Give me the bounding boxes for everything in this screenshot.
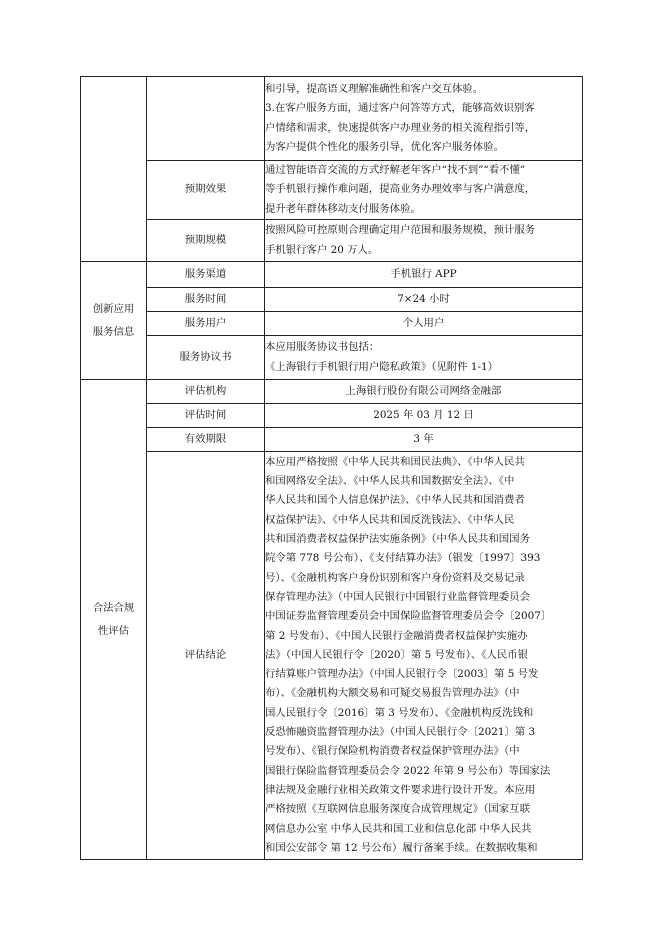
blank-label-cell bbox=[147, 77, 265, 161]
assessment-conclusion-row bbox=[81, 452, 583, 860]
service-agreement-label: 服务协议书 bbox=[147, 336, 265, 380]
text-line: 《上海银行手机银行用户隐私政策》（见附件 1-1） bbox=[265, 360, 499, 373]
blank-group-cell bbox=[81, 77, 147, 262]
expected-effect-value bbox=[265, 161, 583, 220]
text-line: 按照风险可控原则合理确定用户范围和服务规模，预计服务 bbox=[265, 224, 536, 237]
expected-effect-row bbox=[81, 161, 583, 220]
text-line: 反恐怖融资监督管理办法》（中国人民银行令〔2021〕第 3 bbox=[265, 726, 536, 739]
text-line: 法》（中国人民银行令〔2020〕第 5 号发布）、《人民币银 bbox=[265, 648, 529, 661]
text-line: 行结算账户管理办法》（中国人民银行令〔2003〕第 5 号发 bbox=[265, 668, 539, 681]
text-line: 共和国消费者权益保护法实施条例》（中华人民共和国国务 bbox=[265, 533, 530, 546]
text-line: 和引导，提高语义理解准确性和客户交互体验。 bbox=[265, 82, 484, 95]
expected-scale-label: 预期规模 bbox=[147, 220, 265, 262]
text-line: 提升老年群体移动支付服务体验。 bbox=[265, 202, 421, 215]
service-user-label: 服务用户 bbox=[147, 312, 265, 336]
text-line: 律法规及金融行业相关政策文件要求进行设计开发。本应用 bbox=[265, 783, 536, 796]
service-channel-label: 服务渠道 bbox=[147, 262, 265, 288]
continued-description bbox=[265, 77, 583, 161]
service-agreement-row bbox=[81, 336, 583, 380]
validity-row bbox=[81, 428, 583, 452]
assessment-date-value: 2025 年 03 月 12 日 bbox=[265, 404, 583, 428]
text-line: 院令第 778 号公布）、《支付结算办法》（银发〔1997〕393 bbox=[265, 552, 541, 565]
text-line: 户情绪和需求，快速提供客户办理业务的相关流程指引等， bbox=[265, 121, 536, 134]
expected-scale-row bbox=[81, 220, 583, 262]
service-time-label: 服务时间 bbox=[147, 288, 265, 312]
service-info-group-label bbox=[81, 262, 147, 380]
validity-label: 有效期限 bbox=[147, 428, 265, 452]
continued-row bbox=[81, 77, 583, 161]
expected-effect-label: 预期效果 bbox=[147, 161, 265, 220]
text-line: 第 2 号发布）、《中国人民银行金融消费者权益保护实施办 bbox=[265, 629, 528, 642]
text-line: 号）、《金融机构客户身份识别和客户身份资料及交易记录 bbox=[265, 571, 525, 584]
assessment-date-row bbox=[81, 404, 583, 428]
text-line: 号发布）、《银行保险机构消费者权益保护管理办法》（中 bbox=[265, 745, 520, 758]
text-line: 权益保护法》、《中华人民共和国反洗钱法》、《中华人民 bbox=[265, 513, 515, 526]
text-line: 手机银行客户 20 万人。 bbox=[265, 243, 379, 256]
service-agreement-value bbox=[265, 336, 583, 380]
service-time-value: 7×24 小时 bbox=[265, 288, 583, 312]
group-label-line: 服务信息 bbox=[92, 325, 135, 338]
assessment-org-label: 评估机构 bbox=[147, 380, 265, 404]
text-line: 严格按照《互联网信息服务深度合成管理规定》（国家互联 bbox=[265, 803, 530, 816]
text-line: 和国网络安全法》、《中华人民共和国数据安全法》、《中 bbox=[265, 475, 515, 488]
expected-scale-value bbox=[265, 220, 583, 262]
service-channel-row bbox=[81, 262, 583, 288]
text-line: 布）、《金融机构大额交易和可疑交易报告管理办法》（中 bbox=[265, 687, 520, 700]
text-line: 国人民银行令〔2016〕第 3 号发布）、《金融机构反洗钱和 bbox=[265, 706, 534, 719]
group-label-line: 合法合规 bbox=[92, 601, 135, 614]
assessment-conclusion-label: 评估结论 bbox=[147, 452, 265, 860]
assessment-org-value: 上海银行股份有限公司网络金融部 bbox=[265, 380, 583, 404]
text-line: 通过智能语音交流的方式纾解老年客户“找不到”“看不懂” bbox=[265, 164, 526, 177]
application-info-table bbox=[80, 76, 583, 860]
service-channel-value: 手机银行 APP bbox=[265, 262, 583, 288]
compliance-group-label bbox=[81, 380, 147, 860]
service-time-row bbox=[81, 288, 583, 312]
text-line: 华人民共和国个人信息保护法》、《中华人民共和国消费者 bbox=[265, 494, 525, 507]
text-line: 本应用服务协议书包括： bbox=[265, 341, 380, 354]
assessment-org-row bbox=[81, 380, 583, 404]
text-line: 为客户提供个性化的服务引导，优化客户服务体验。 bbox=[265, 140, 504, 153]
group-label-line: 创新应用 bbox=[92, 302, 135, 315]
assessment-conclusion-value bbox=[265, 452, 583, 860]
text-line: 等手机银行操作难问题，提高业务办理效率与客户满意度， bbox=[265, 183, 536, 196]
text-line: 国银行保险监督管理委员会令 2022 年第 9 号公布）等国家法 bbox=[265, 764, 551, 777]
validity-value: 3 年 bbox=[265, 428, 583, 452]
text-line: 中国证券监督管理委员会中国保险监督管理委员会令〔2007〕 bbox=[265, 610, 552, 623]
assessment-date-label: 评估时间 bbox=[147, 404, 265, 428]
text-line: 保存管理办法》（中国人民银行中国银行业监督管理委员会 bbox=[265, 590, 530, 603]
service-user-value: 个人用户 bbox=[265, 312, 583, 336]
group-label-line: 性评估 bbox=[97, 624, 130, 637]
text-line: 网信息办公室 中华人民共和国工业和信息化部 中华人民共 bbox=[265, 822, 532, 835]
text-line: 和国公安部令 第 12 号公布）履行备案手续。在数据收集和 bbox=[265, 841, 538, 854]
text-line: 3.在客户服务方面，通过客户问答等方式，能够高效识别客 bbox=[265, 102, 535, 115]
service-user-row bbox=[81, 312, 583, 336]
text-line: 本应用严格按照《中华人民共和国民法典》、《中华人民共 bbox=[265, 455, 525, 468]
